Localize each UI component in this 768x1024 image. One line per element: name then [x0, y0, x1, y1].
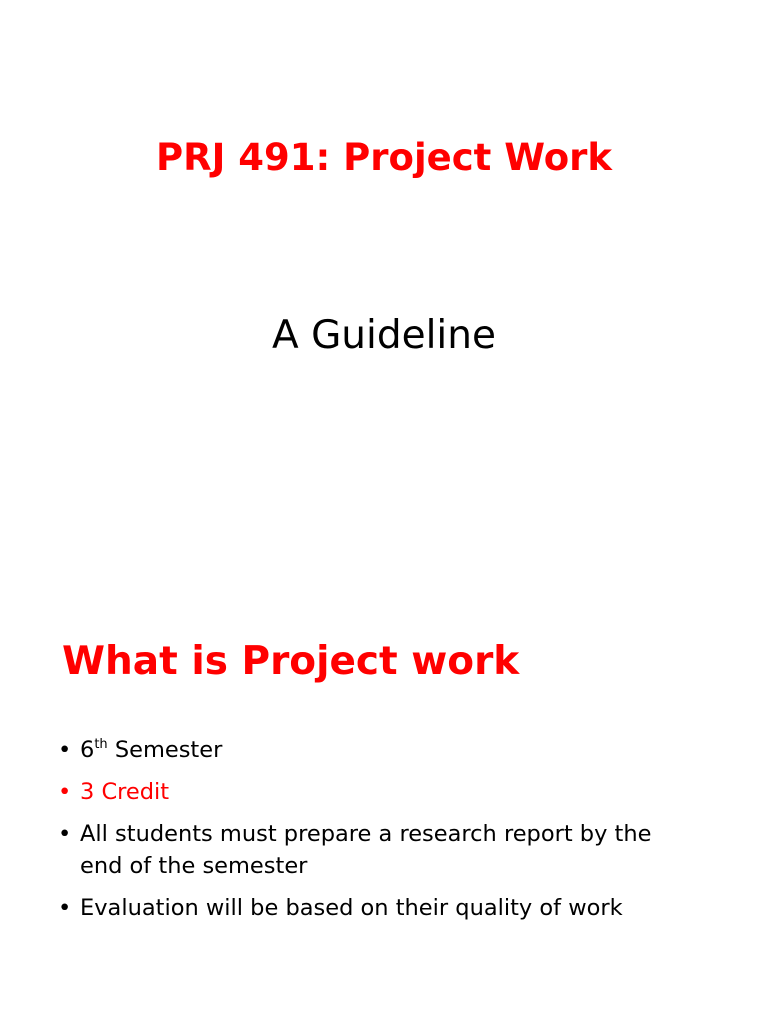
slide-heading: What is Project work: [62, 639, 520, 684]
slide-title: PRJ 491: Project Work: [156, 136, 612, 179]
bullet-text: 3 Credit: [80, 779, 170, 805]
bullet-item-semester: [58, 734, 698, 766]
content-slide: [0, 576, 768, 1024]
bullet-item-credit: [58, 776, 698, 808]
bullet-list: [58, 734, 698, 934]
bullet-number: 6: [80, 737, 95, 763]
bullet-text: Semester: [107, 737, 223, 763]
bullet-text: Evaluation will be based on their quality of work: [80, 895, 623, 921]
bullet-marker: •: [58, 821, 72, 847]
bullet-marker: •: [58, 779, 72, 805]
slide-subtitle: A Guideline: [272, 313, 496, 358]
bullet-marker: •: [58, 895, 72, 921]
bullet-ordinal-suffix: th: [94, 737, 108, 752]
bullet-text: All students must prepare a research report by the end of the semester: [80, 821, 652, 879]
bullet-marker: •: [58, 737, 72, 763]
bullet-item-research-report: [58, 818, 698, 882]
bullet-item-evaluation: [58, 892, 698, 924]
